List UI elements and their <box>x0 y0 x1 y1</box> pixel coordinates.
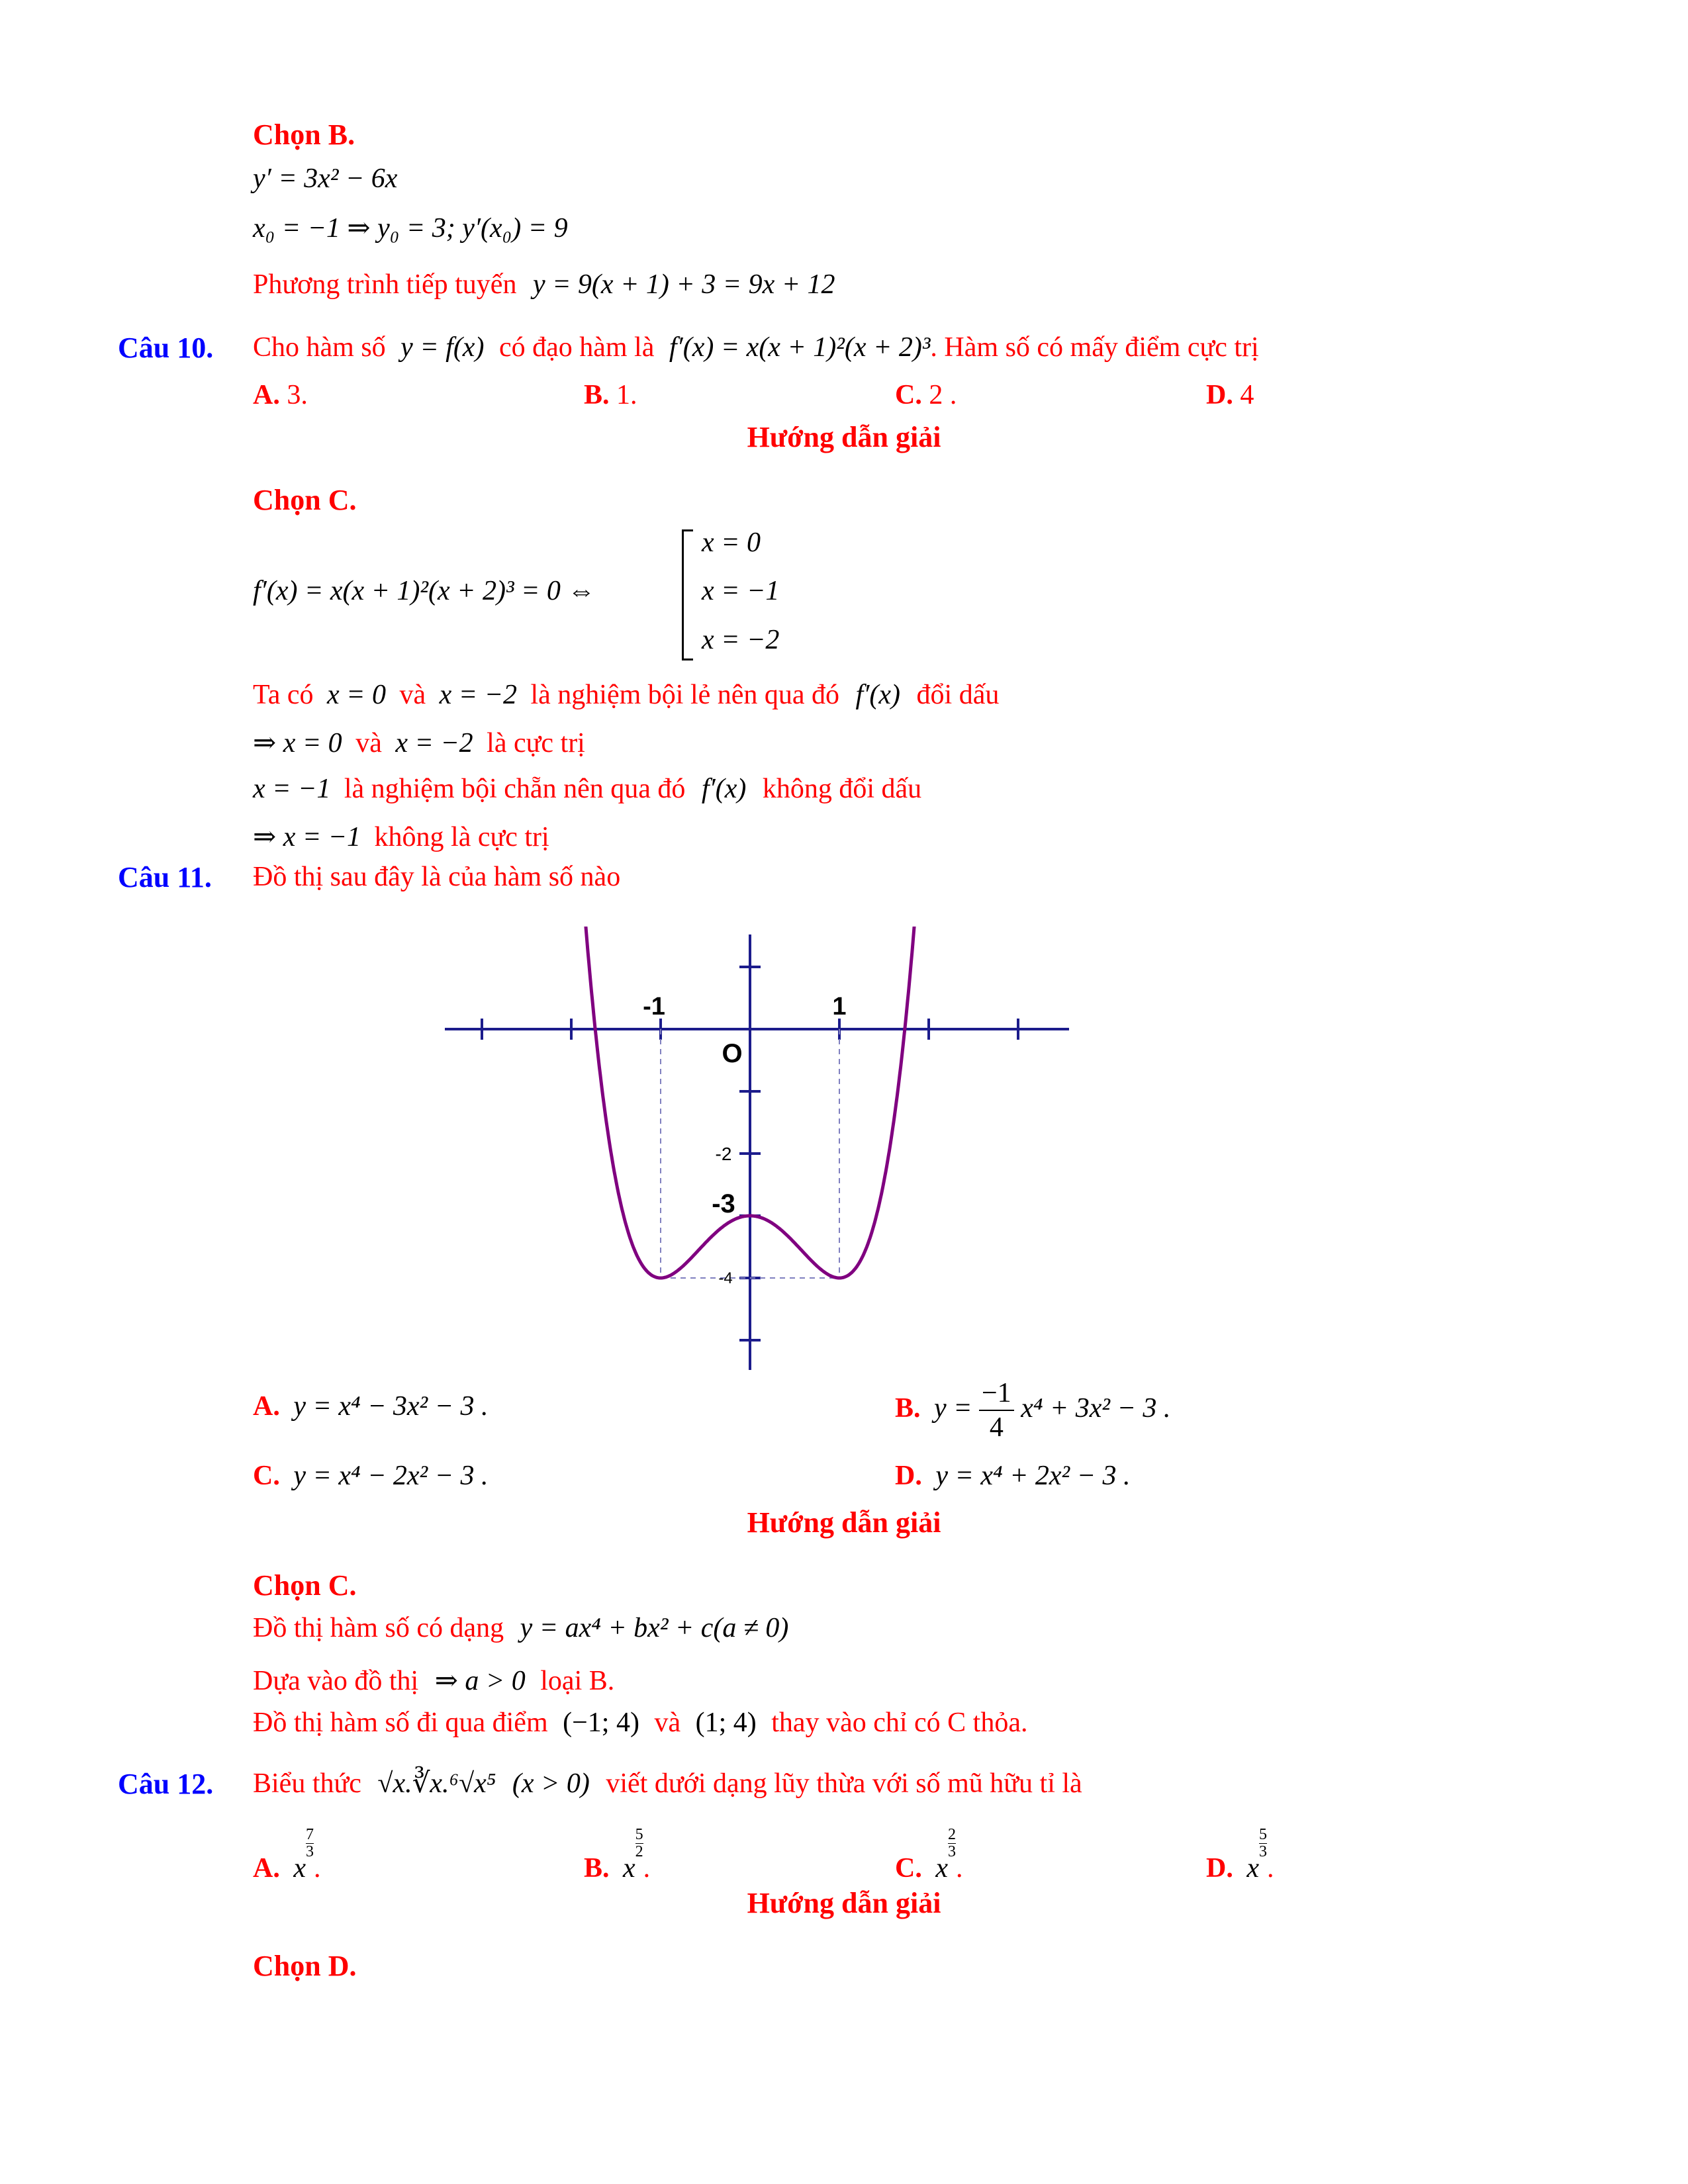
exponent-fraction <box>948 1827 956 1860</box>
fraction <box>979 1377 1014 1445</box>
point: (1; 4) <box>695 1707 757 1738</box>
x-label-neg1: -1 <box>643 993 665 1021</box>
option-letter: D. <box>1206 380 1233 410</box>
text: là nghiệm bội lẻ nên qua đó <box>530 680 840 710</box>
period: . <box>1267 1853 1274 1884</box>
q10-solution-title: Hướng dẫn giải <box>747 421 941 453</box>
solution-system-bracket <box>682 529 684 660</box>
q10-solution-line-1 <box>253 678 999 711</box>
power-base: x <box>935 1853 948 1884</box>
option-letter: A. <box>253 380 280 410</box>
q10-text-2: có đạo hàm là <box>498 332 655 363</box>
root-2: x = −1 <box>702 576 780 606</box>
answer-choice-prev: Chọn B. <box>253 118 355 151</box>
q10-derivative-equation: f′(x) = x(x + 1)²(x + 2)³ = 0 ⇔ <box>253 576 596 606</box>
question-12-label: Câu 12. <box>118 1768 214 1800</box>
math: ⇒ x = 0 <box>253 728 342 758</box>
point: (−1; 4) <box>563 1707 639 1738</box>
text: Đồ thị hàm số đi qua điểm <box>253 1707 548 1738</box>
denominator: 4 <box>989 1412 1004 1443</box>
text: viết dưới dạng lũy thừa với số mũ hữu tỉ là <box>606 1768 1082 1799</box>
q10-option-b[interactable] <box>584 379 637 412</box>
math: x = −1 <box>253 774 331 804</box>
question-10-text <box>253 331 1259 364</box>
q10-solution-line-2 <box>253 727 585 760</box>
q12-solution-title: Hướng dẫn giải <box>747 1887 941 1919</box>
x-label-pos1: 1 <box>832 993 847 1021</box>
text: Đồ thị hàm số có dạng <box>253 1613 504 1643</box>
text: và <box>355 728 382 758</box>
tangent-label: Phương trình tiếp tuyến <box>253 269 517 300</box>
question-11-text: Đồ thị sau đây là của hàm số nào <box>253 862 621 892</box>
text: thay vào chỉ có C thỏa. <box>771 1707 1028 1738</box>
radical-expression: √x.∛x.⁶√x⁵ <box>377 1768 496 1799</box>
denominator: 2 <box>635 1843 643 1861</box>
option-letter: A. <box>253 1853 280 1884</box>
text: Biểu thức <box>253 1768 361 1799</box>
option-letter: B. <box>895 1393 921 1424</box>
option-letter: B. <box>584 380 610 410</box>
text: Dựa vào đồ thị <box>253 1666 419 1696</box>
q12-answer-choice: Chọn D. <box>253 1950 357 1982</box>
text: không đổi dấu <box>762 774 922 804</box>
option-suffix: x⁴ + 3x² − 3 . <box>1021 1393 1171 1424</box>
question-11-label: Câu 11. <box>118 861 212 893</box>
math: y = ax⁴ + bx² + c(a ≠ 0) <box>520 1613 789 1643</box>
math: x = 0 <box>327 680 386 710</box>
math: ⇒ a > 0 <box>434 1666 526 1696</box>
q11-option-a[interactable] <box>253 1390 489 1423</box>
q11-solution-line-1 <box>253 1612 788 1645</box>
option-value: 4 <box>1240 380 1254 410</box>
text: và <box>654 1707 681 1738</box>
q10-option-a[interactable] <box>253 379 308 412</box>
power-base: x <box>1246 1853 1259 1884</box>
tangent-line <box>253 268 835 301</box>
text: đổi dấu <box>916 680 1000 710</box>
function-graph <box>437 927 1072 1377</box>
option-letter: D. <box>895 1461 922 1491</box>
option-letter: A. <box>253 1391 280 1422</box>
numerator: −1 <box>979 1377 1014 1411</box>
y-label-neg3: -3 <box>712 1189 735 1218</box>
q10-option-d[interactable] <box>1206 379 1254 412</box>
derivative-equation: y′ = 3x² − 6x <box>253 163 398 194</box>
q12-option-d[interactable] <box>1206 1826 1274 1885</box>
option-value: 1. <box>616 380 637 410</box>
text: và <box>399 680 426 710</box>
q10-function: y = f(x) <box>400 332 485 363</box>
q10-solution-line-3 <box>253 772 921 805</box>
q11-option-c[interactable] <box>253 1459 489 1492</box>
option-letter: C. <box>895 1853 922 1884</box>
numerator: 2 <box>948 1826 956 1843</box>
question-10-label: Câu 10. <box>118 332 214 364</box>
text: không là cực trị <box>374 822 549 852</box>
q12-option-a[interactable] <box>253 1826 321 1885</box>
numerator: 7 <box>306 1826 314 1843</box>
denominator: 3 <box>1259 1843 1267 1861</box>
root-3: x = −2 <box>702 625 780 655</box>
option-letter: B. <box>584 1853 610 1884</box>
condition: (x > 0) <box>512 1768 590 1799</box>
option-letter: D. <box>1206 1853 1233 1884</box>
math: x = −2 <box>395 728 473 758</box>
option-letter: C. <box>253 1461 280 1491</box>
q10-derivative: f′(x) = x(x + 1)²(x + 2)³ <box>669 332 931 363</box>
option-value: 2 . <box>929 380 957 410</box>
text: loại B. <box>540 1666 615 1696</box>
q11-option-d[interactable] <box>895 1459 1131 1492</box>
denominator: 3 <box>306 1843 314 1861</box>
option-letter: C. <box>895 380 922 410</box>
period: . <box>314 1853 321 1884</box>
q11-option-b[interactable] <box>895 1377 1170 1445</box>
period: . <box>643 1853 651 1884</box>
text: là cực trị <box>487 728 585 758</box>
power-base: x <box>623 1853 635 1884</box>
numerator: 5 <box>635 1826 643 1843</box>
exponent-fraction <box>306 1827 314 1860</box>
math: ⇒ x = −1 <box>253 822 361 852</box>
q11-solution-line-2 <box>253 1664 614 1698</box>
q10-text-3: . Hàm số có mấy điểm cực trị <box>930 332 1259 363</box>
root-1: x = 0 <box>702 527 761 558</box>
math: f′(x) <box>855 680 901 710</box>
y-label-neg4: -4 <box>718 1269 733 1287</box>
text: Ta có <box>253 680 314 710</box>
option-prefix: y = <box>934 1393 972 1424</box>
option-value: 3. <box>287 380 308 410</box>
option-value: y = x⁴ + 2x² − 3 . <box>935 1461 1131 1491</box>
q10-answer-choice: Chọn C. <box>253 484 357 516</box>
y-label-neg2: -2 <box>715 1144 732 1164</box>
q12-option-b[interactable] <box>584 1826 651 1885</box>
q11-answer-choice: Chọn C. <box>253 1569 357 1602</box>
origin-label: O <box>722 1039 743 1068</box>
option-value: y = x⁴ − 3x² − 3 . <box>293 1391 489 1422</box>
power-base: x <box>293 1853 306 1884</box>
q11-solution-title: Hướng dẫn giải <box>747 1506 941 1539</box>
q10-text-1: Cho hàm số <box>253 332 386 363</box>
numerator: 5 <box>1259 1826 1267 1843</box>
text: là nghiệm bội chẵn nên qua đó <box>344 774 686 804</box>
denominator: 3 <box>948 1843 956 1861</box>
q11-solution-line-3 <box>253 1706 1028 1739</box>
q10-solution-line-4 <box>253 821 549 854</box>
question-12-text <box>253 1767 1082 1800</box>
exponent-fraction <box>1259 1827 1267 1860</box>
tangent-equation: y = 9(x + 1) + 3 = 9x + 12 <box>532 269 835 300</box>
math: f′(x) <box>701 774 747 804</box>
q10-option-c[interactable] <box>895 379 957 412</box>
math: x = −2 <box>439 680 517 710</box>
q12-option-c[interactable] <box>895 1826 963 1885</box>
point-evaluation: x₀ = −1 ⇒ y₀ = 3; y′(x₀) = 9 <box>253 213 568 244</box>
option-value: y = x⁴ − 2x² − 3 . <box>293 1461 489 1491</box>
period: . <box>956 1853 963 1884</box>
exponent-fraction <box>635 1827 643 1860</box>
